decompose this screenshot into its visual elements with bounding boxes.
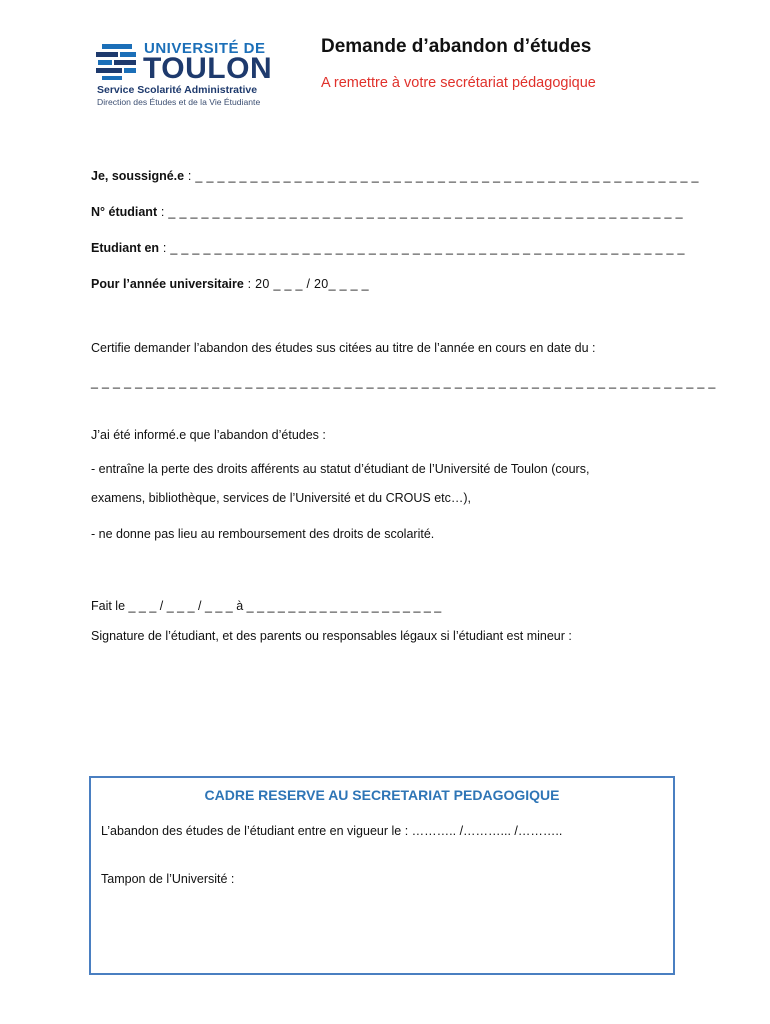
info-point-1a: - entraîne la perte des droits afférents au statut d’étudiant de l’Université de Toulon (cours, — [91, 462, 590, 476]
field-program-blank[interactable]: : _ _ _ _ _ _ _ _ _ _ _ _ _ _ _ _ _ _ _ _ _ _ _ _ _ _ _ _ _ _ _ _ _ _ _ _ _ _ _ _ _ _ _ _ _ _ _ — [159, 241, 685, 255]
field-academic-year[interactable] — [91, 276, 369, 292]
page-title: Demande d’abandon d’études — [321, 36, 592, 57]
page-subtitle: A remettre à votre secrétariat pédagogique — [321, 75, 596, 91]
field-program[interactable] — [91, 240, 685, 256]
logo-line-2: TOULON — [143, 52, 273, 85]
fait-le-line[interactable]: Fait le _ _ _ / _ _ _ / _ _ _ à _ _ _ _ _ _ _ _ _ _ _ _ _ _ _ _ _ _ _ — [91, 599, 442, 613]
field-program-label: Etudiant en — [91, 241, 160, 255]
field-name-blank[interactable]: : _ _ _ _ _ _ _ _ _ _ _ _ _ _ _ _ _ _ _ _ _ _ _ _ _ _ _ _ _ _ _ _ _ _ _ _ _ _ _ _ _ _ _ _ _ _ — [184, 169, 699, 183]
field-academic-year-label: Pour l’année universitaire — [91, 277, 244, 291]
field-student-number-blank[interactable]: : _ _ _ _ _ _ _ _ _ _ _ _ _ _ _ _ _ _ _ _ _ _ _ _ _ _ _ _ _ _ _ _ _ _ _ _ _ _ _ _ _ _ _ _ _ _ _ — [157, 205, 683, 219]
certify-date-blank[interactable]: _ _ _ _ _ _ _ _ _ _ _ _ _ _ _ _ _ _ _ _ _ _ _ _ _ _ _ _ _ _ _ _ _ _ _ _ _ _ _ _ _ _ _ _ _ _ _ _ _ _ _ _ _ _ _ _ _ — [91, 375, 716, 389]
info-point-1b: examens, bibliothèque, services de l’Université et du CROUS etc…), — [91, 491, 472, 505]
logo-line-1: UNIVERSITÉ DE — [144, 40, 266, 57]
info-point-2: - ne donne pas lieu au remboursement des droits de scolarité. — [91, 527, 435, 541]
certify-text: Certifie demander l’abandon des études sus citées au titre de l’année en cours en date du : — [91, 341, 596, 355]
university-logo — [96, 40, 296, 112]
effective-date-line: L’abandon des études de l’étudiant entre en vigueur le : ……….. /………... /……….. — [101, 824, 563, 838]
signature-label: Signature de l’étudiant, et des parents ou responsables légaux si l’étudiant est mineur : — [91, 629, 572, 643]
info-intro: J’ai été informé.e que l’abandon d’études : — [91, 428, 326, 442]
logo-line-3: Service Scolarité Administrative — [97, 84, 258, 96]
logo-mark-icon — [96, 43, 140, 81]
field-academic-year-blank[interactable]: : 20 _ _ _ / 20_ _ _ _ — [243, 277, 369, 291]
reserved-box-title: CADRE RESERVE AU SECRETARIAT PEDAGOGIQUE — [204, 787, 560, 803]
field-name-label: Je, soussigné.e — [91, 169, 185, 183]
field-student-number-label: N° étudiant — [91, 205, 158, 219]
logo-line-4: Direction des Études et de la Vie Étudiante — [97, 97, 261, 107]
field-name[interactable] — [91, 168, 699, 184]
reserved-box — [89, 776, 675, 975]
stamp-label: Tampon de l’Université : — [101, 872, 235, 886]
field-student-number[interactable] — [91, 204, 683, 220]
